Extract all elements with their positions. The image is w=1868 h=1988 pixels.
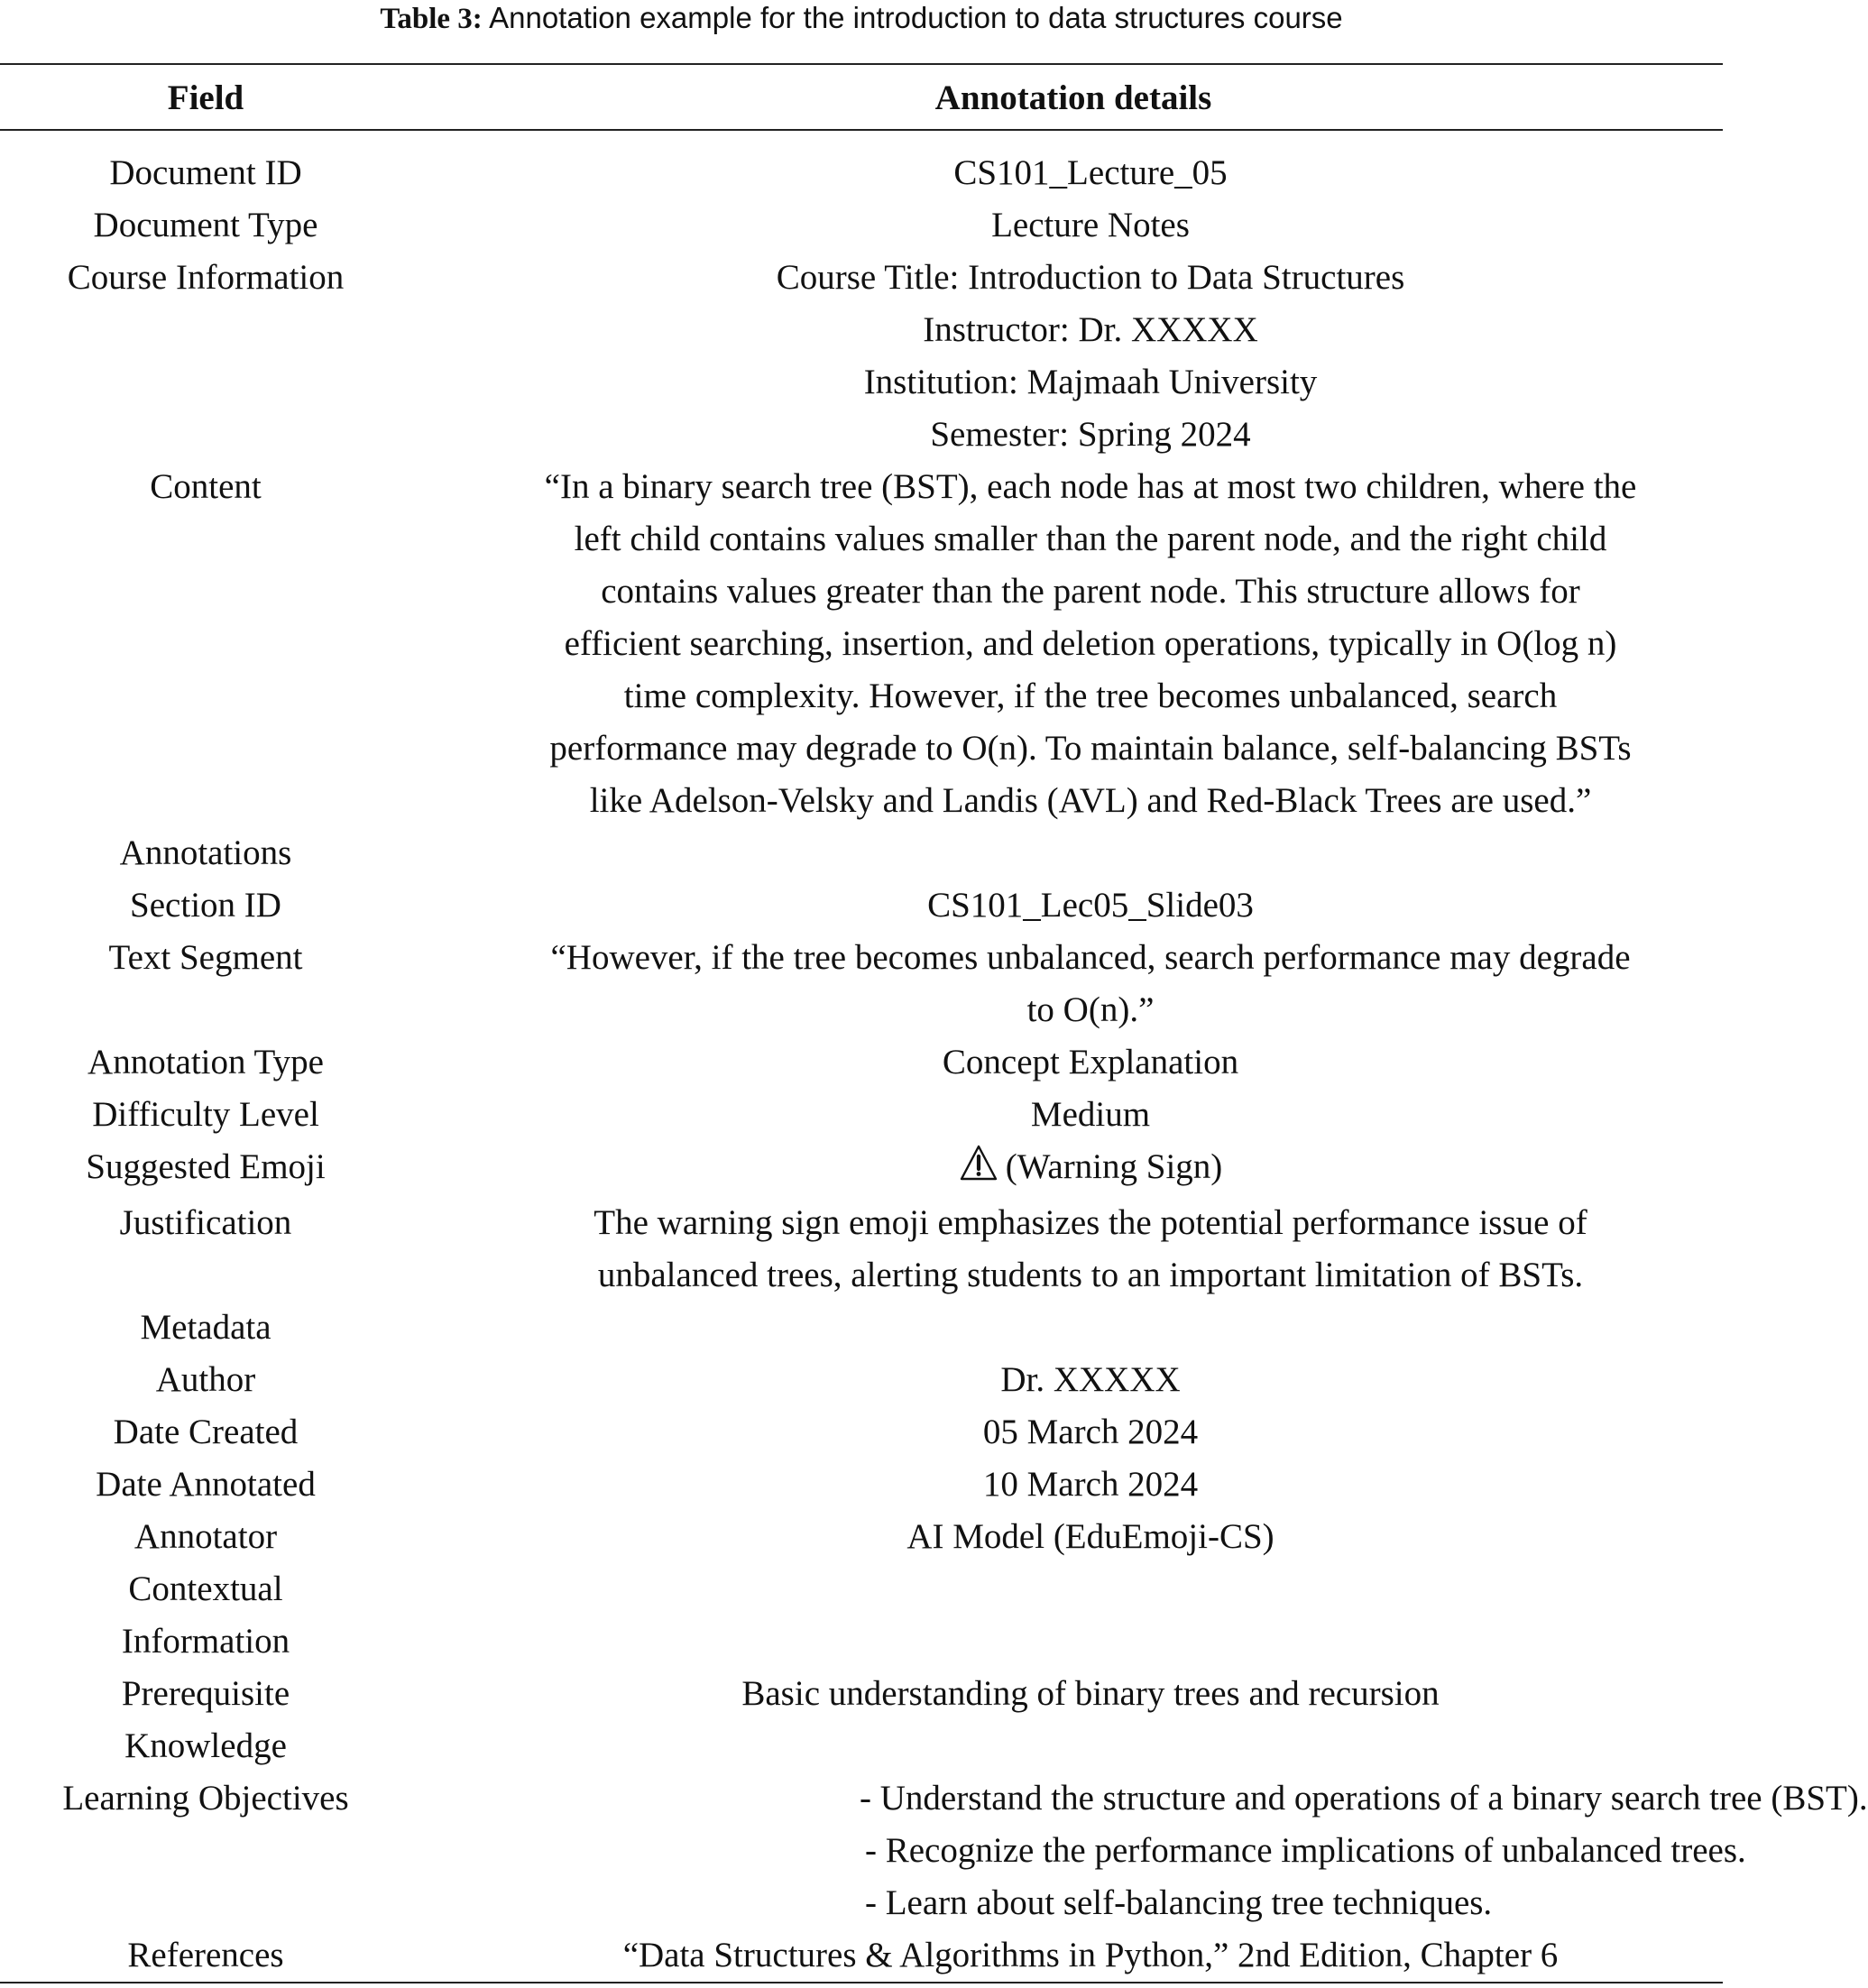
content-line: performance may degrade to O(n). To maintain balance, self-balancing BSTs [549, 729, 1632, 768]
text-segment-line: “However, if the tree becomes unbalanced, search performance may degrade [550, 938, 1631, 977]
field-cell: Learning Objectives [62, 1779, 349, 1818]
table-row-date-annotated [0, 1459, 1723, 1511]
objective-line: - Learn about self-balancing tree techniques. [865, 1883, 1493, 1922]
header-details: Annotation details [934, 78, 1212, 117]
table-row-suggested-emoji [0, 1141, 1723, 1197]
detail-cell: Medium [1030, 1095, 1151, 1134]
content-line: time complexity. However, if the tree becomes unbalanced, search [623, 676, 1558, 715]
detail-cell [411, 827, 1746, 879]
table-caption-label: Table 3: [380, 3, 483, 35]
detail-cell: CS101_Lecture_05 [953, 153, 1228, 192]
objective-line: - Understand the structure and operations of a binary search tree (BST). [860, 1779, 1868, 1818]
field-cell: Document ID [109, 153, 302, 192]
institution-line: Institution: Majmaah University [863, 363, 1318, 401]
detail-cell [411, 1772, 1868, 1929]
field-cell: Metadata [140, 1308, 271, 1347]
justification-line: unbalanced trees, alerting students to an important limitation of BSTs. [597, 1256, 1584, 1294]
table-row-prerequisite-knowledge [0, 1668, 1723, 1772]
table-row-annotator [0, 1511, 1723, 1563]
table-header-rule [0, 129, 1723, 131]
detail-cell [411, 1197, 1746, 1302]
table-row-references [0, 1929, 1723, 1982]
table-row-learning-objectives [0, 1772, 1868, 1929]
header-field: Field [167, 78, 244, 117]
suggested-emoji-text: (Warning Sign) [1005, 1147, 1223, 1186]
content-line: “In a binary search tree (BST), each node has at most two children, where the [544, 467, 1637, 506]
table-bottom-rule [0, 1982, 1723, 1983]
detail-cell: Dr. XXXXX [1000, 1360, 1181, 1399]
table-body [0, 147, 1868, 1982]
detail-cell [411, 1563, 1746, 1668]
table-row-course-information [0, 252, 1723, 461]
detail-cell: Concept Explanation [942, 1043, 1239, 1081]
detail-cell [411, 461, 1746, 827]
field-cell: Justification [119, 1203, 292, 1242]
objective-line: - Recognize the performance implications of unbalanced trees. [865, 1831, 1746, 1870]
field-line: Knowledge [124, 1726, 287, 1765]
table-row-date-created [0, 1406, 1723, 1459]
detail-cell: “Data Structures & Algorithms in Python,” 2nd Edition, Chapter 6 [622, 1936, 1559, 1974]
text-segment-line: to O(n).” [1026, 990, 1155, 1029]
field-cell: Suggested Emoji [86, 1147, 326, 1186]
detail-cell [411, 1302, 1746, 1354]
table-row-annotations [0, 827, 1723, 879]
field-cell: Annotation Type [87, 1043, 324, 1081]
detail-cell: 10 March 2024 [982, 1465, 1199, 1504]
table-row-metadata [0, 1302, 1723, 1354]
field-cell: Annotations [119, 833, 292, 872]
table-row-content [0, 461, 1723, 827]
instructor-line: Instructor: Dr. XXXXX [923, 310, 1258, 349]
table-row-document-id [0, 147, 1723, 199]
field-cell: Content [150, 467, 262, 506]
content-line: contains values greater than the parent node. This structure allows for [601, 572, 1580, 611]
field-line: Prerequisite [121, 1674, 290, 1713]
field-cell: Date Created [113, 1413, 299, 1451]
detail-cell [411, 1141, 1746, 1197]
field-line: Contextual [128, 1569, 283, 1608]
table-row-section-id [0, 879, 1723, 932]
table-header [0, 65, 1723, 128]
table-row-contextual-information [0, 1563, 1723, 1668]
detail-cell [411, 932, 1746, 1036]
content-line: left child contains values smaller than the parent node, and the right child [574, 520, 1607, 558]
table-row-difficulty-level [0, 1089, 1723, 1141]
detail-cell: Lecture Notes [991, 206, 1190, 244]
detail-cell: Basic understanding of binary trees and recursion [741, 1674, 1440, 1713]
table-row-justification [0, 1197, 1723, 1302]
table-caption-text: Annotation example for the introduction to data structures course [482, 1, 1343, 34]
justification-line: The warning sign emoji emphasizes the potential performance issue of [594, 1203, 1587, 1242]
field-cell: Date Annotated [96, 1465, 316, 1504]
field-cell: Text Segment [108, 938, 303, 977]
field-cell: Course Information [67, 258, 345, 297]
field-cell: Author [155, 1360, 256, 1399]
field-cell: Document Type [93, 206, 318, 244]
field-line: Information [121, 1622, 290, 1661]
course-title-line: Course Title: Introduction to Data Structures [776, 258, 1405, 297]
table-row-annotation-type [0, 1036, 1723, 1089]
field-cell [0, 1563, 411, 1668]
field-cell: Annotator [133, 1517, 278, 1556]
field-cell: Difficulty Level [92, 1095, 319, 1134]
table-row-author [0, 1354, 1723, 1406]
detail-cell [411, 252, 1746, 461]
field-cell: References [127, 1936, 284, 1974]
detail-cell: 05 March 2024 [982, 1413, 1199, 1451]
table-row-document-type [0, 199, 1723, 252]
detail-cell: AI Model (EduEmoji-CS) [906, 1517, 1274, 1556]
table-row-text-segment [0, 932, 1723, 1036]
content-line: efficient searching, insertion, and deletion operations, typically in O(log n) [564, 624, 1617, 663]
field-cell [0, 1668, 411, 1772]
detail-cell: CS101_Lec05_Slide03 [927, 886, 1254, 925]
field-cell: Section ID [130, 886, 281, 925]
warning-sign-icon [959, 1144, 998, 1197]
semester-line: Semester: Spring 2024 [930, 415, 1251, 454]
table-caption [0, 0, 1723, 37]
content-line: like Adelson-Velsky and Landis (AVL) and Red-Black Trees are used.” [589, 781, 1592, 820]
